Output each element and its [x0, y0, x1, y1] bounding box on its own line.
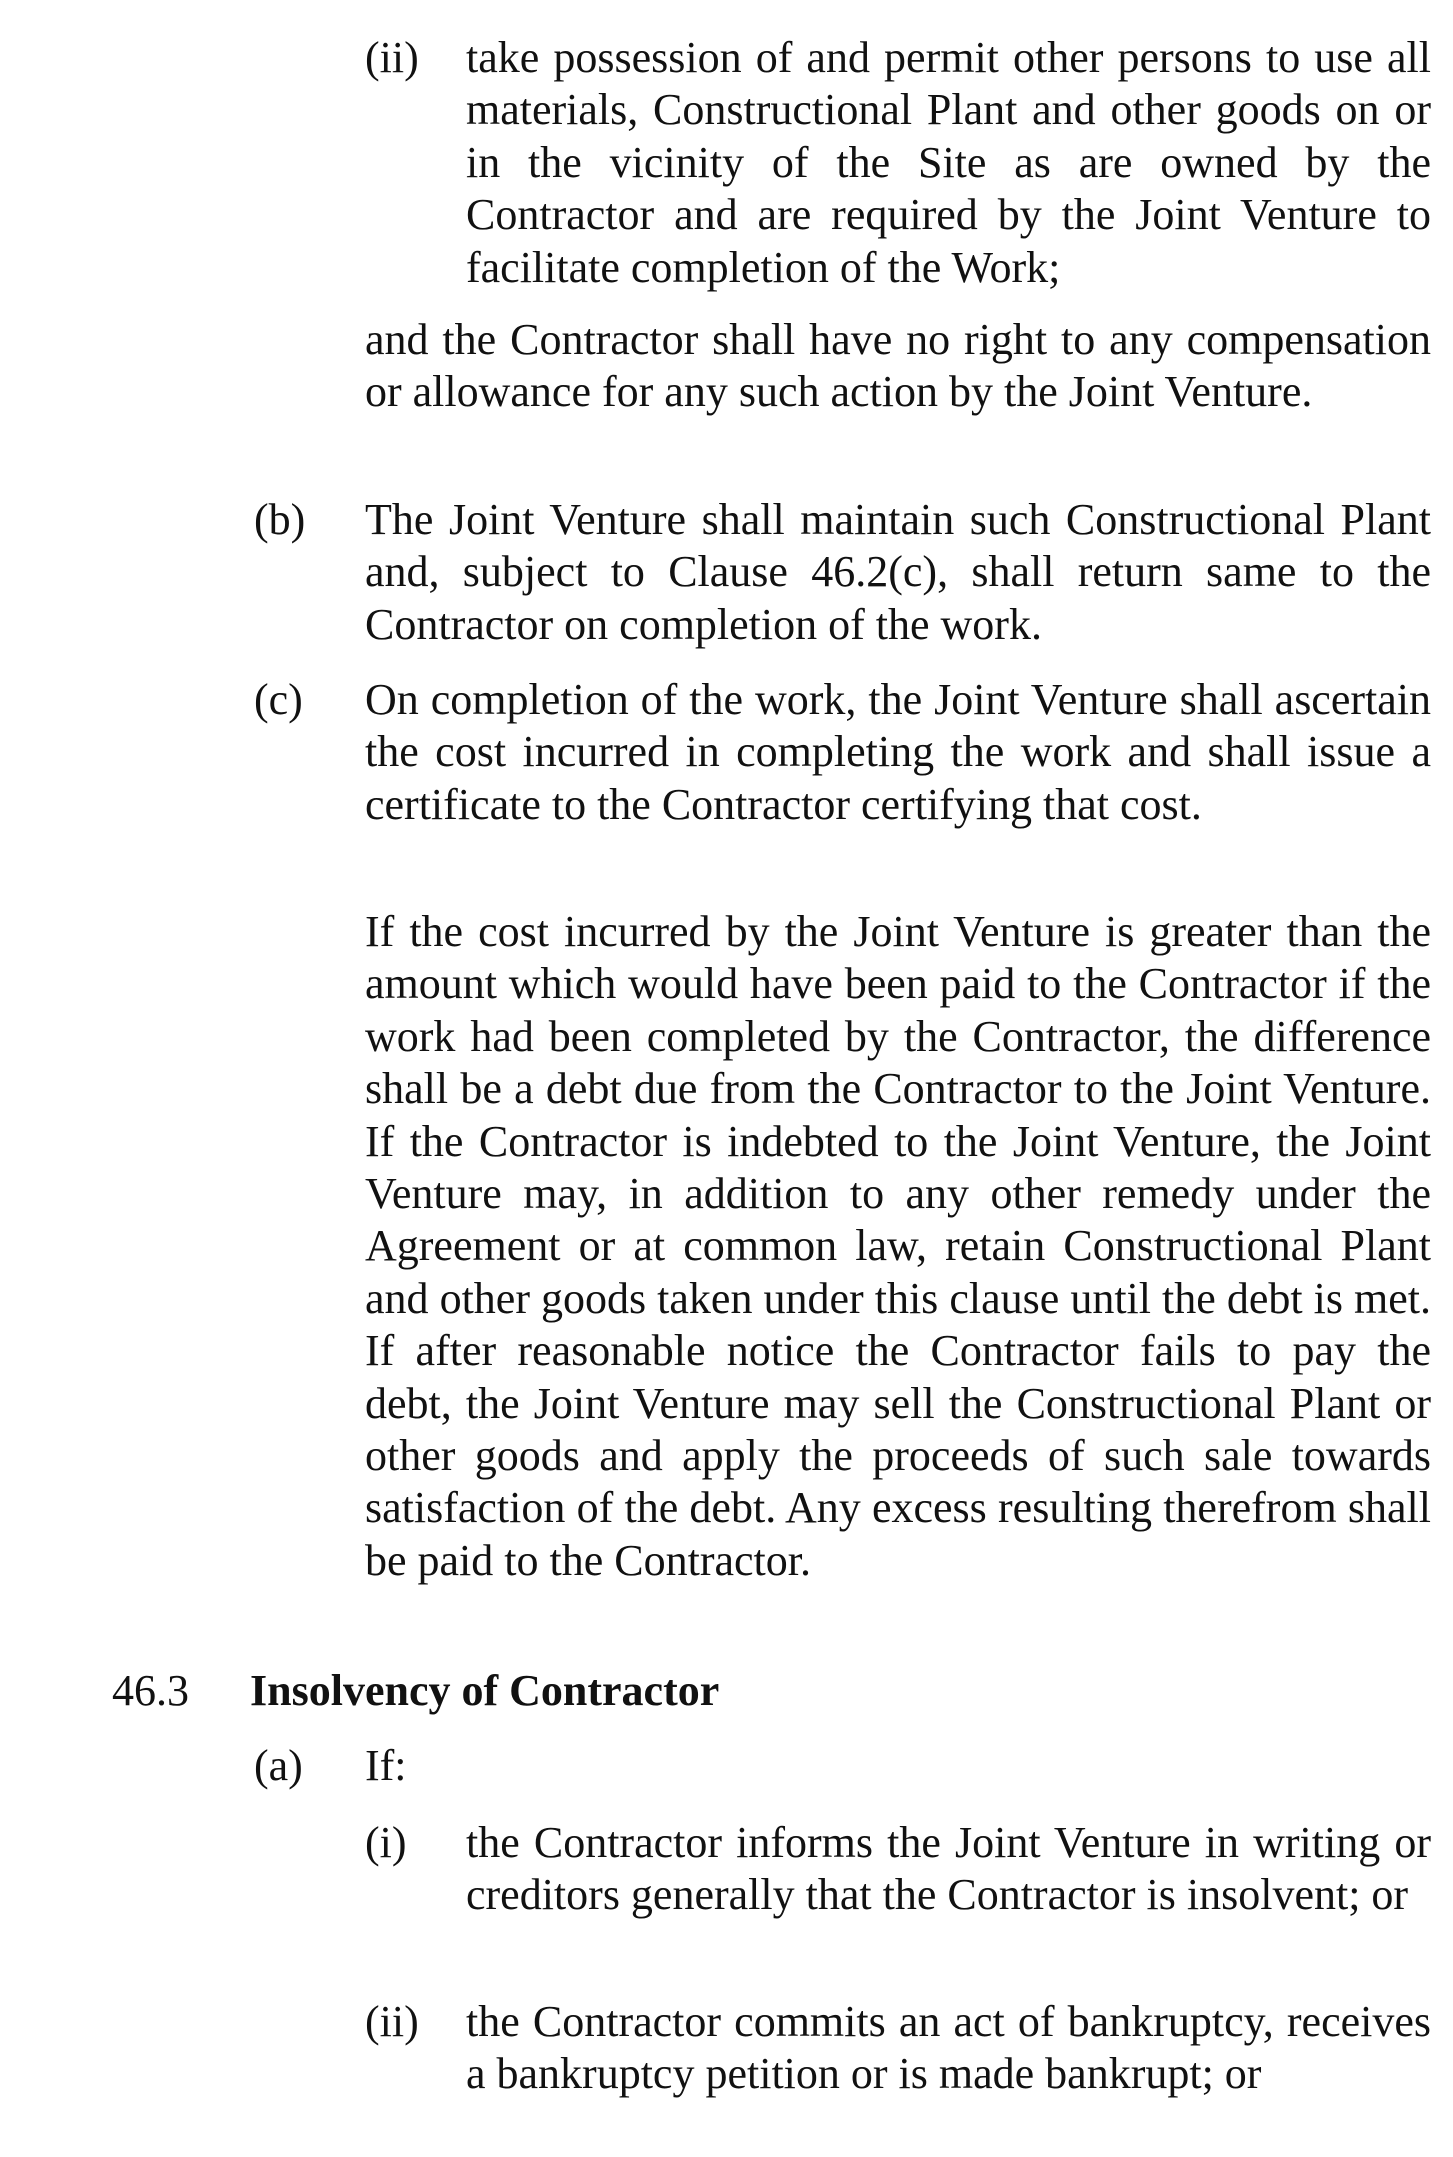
sub-item-label: (i) — [365, 1818, 407, 1867]
sub-item-label: (ii) — [365, 33, 419, 82]
sub-item-text — [466, 1996, 1431, 2101]
sub-item-label: (ii) — [365, 1997, 419, 2046]
item-text — [365, 906, 1431, 1587]
clause-title: Insolvency of Contractor — [250, 1666, 720, 1715]
sub-item-text — [466, 32, 1431, 294]
paragraph: and the Contractor shall have no right to any compensation or allowance for any such action by the Joint Venture. — [365, 315, 1431, 417]
item-label: (a) — [254, 1741, 303, 1790]
item-label: (b) — [254, 495, 306, 544]
item-text: If: — [365, 1741, 407, 1790]
sub-item-text — [466, 1817, 1431, 1922]
paragraph: the Contractor informs the Joint Venture in writing or creditors generally that the Contractor is insolvent; or — [466, 1818, 1431, 1920]
paragraph: the Contractor commits an act of bankruptcy, receives a bankruptcy petition or is made bankrupt; or — [466, 1997, 1431, 2099]
item-text — [365, 674, 1431, 831]
continuation-paragraph — [365, 314, 1431, 419]
clause-number: 46.3 — [112, 1666, 189, 1715]
paragraph: The Joint Venture shall maintain such Constructional Plant and, subject to Clause 46.2(c), shall return same to the Contractor on completion of the work. — [365, 495, 1431, 649]
paragraph: take possession of and permit other persons to use all materials, Constructional Plant and other goods on or in the vicinity of the Site as are owned by the Contractor and are required by the Joint Venture to facilitate completion of the Work; — [466, 33, 1431, 292]
item-label: (c) — [254, 675, 303, 724]
item-text — [365, 494, 1431, 651]
paragraph: If the cost incurred by the Joint Venture is greater than the amount which would have been paid to the Contractor if the work had been completed by the Contractor, the difference shall be a debt due from the Contractor to the Joint Venture. If the Contractor is indebted to the Joint Venture, the Joint Venture may, in addition to any other remedy under the Agreement or at common law, retain Constructional Plant and other goods taken under this clause until the debt is met. If after reasonable notice the Contractor fails to pay the debt, the Joint Venture may sell the Constructional Plant or other goods and apply the proceeds of such sale towards satisfaction of the debt. Any excess resulting therefrom shall be paid to the Contractor. — [365, 907, 1431, 1585]
paragraph: On completion of the work, the Joint Venture shall ascertain the cost incurred in completing the work and shall issue a certificate to the Contractor certifying that cost. — [365, 675, 1431, 829]
